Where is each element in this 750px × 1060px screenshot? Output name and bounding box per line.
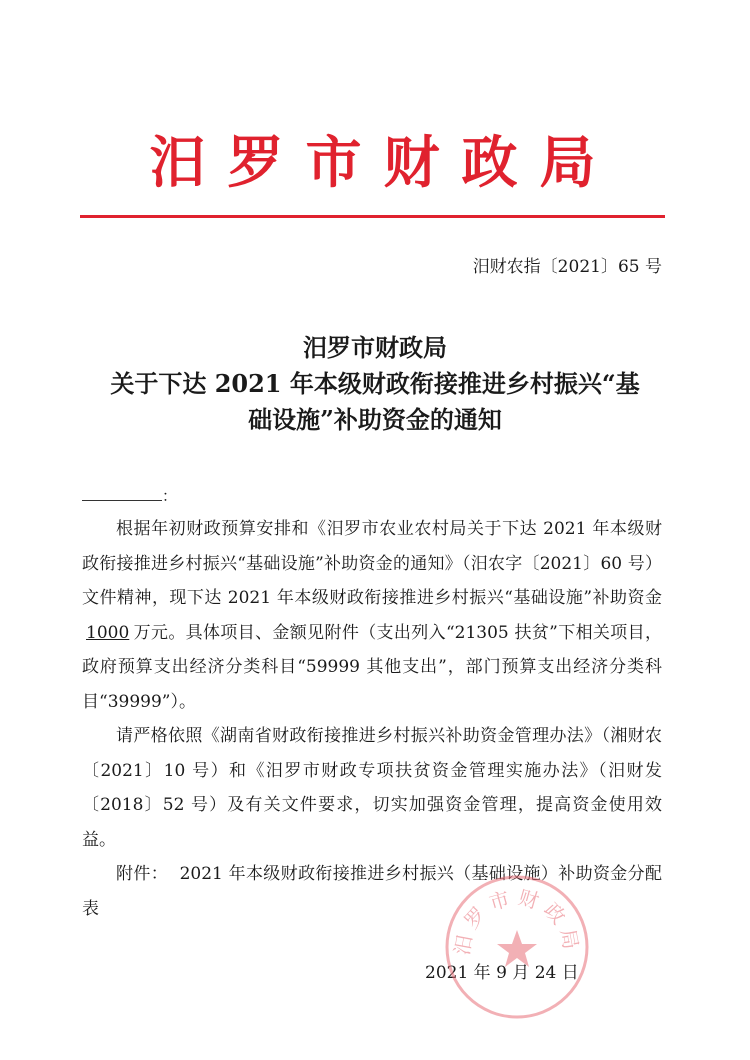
title-line-3: 础设施”补助资金的通知 xyxy=(248,405,502,434)
attachment-label: 附件： xyxy=(116,864,169,884)
document-title xyxy=(95,330,655,438)
red-divider xyxy=(80,215,665,218)
document-body xyxy=(82,512,662,926)
issue-date: 2021 年 9 月 24 日 xyxy=(425,963,579,983)
funding-amount: 1000 xyxy=(86,622,130,643)
paragraph-1-text-b: 万元。具体项目、金额见附件（支出列入“21305 扶贫”下相关项目，政府预算支出经济分类科目“59999 其他支出”，部门预算支出经济分类科目“39999”）。 xyxy=(82,622,662,712)
official-seal-icon xyxy=(442,872,592,1022)
attachment-text: 2021 年本级财政衔接推进乡村振兴（基础设施）补助资金分配表 xyxy=(82,864,663,919)
recipient-colon: ： xyxy=(162,487,178,505)
paragraph-2: 请严格依照《湖南省财政衔接推进乡村振兴补助资金管理办法》（湘财农〔2021〕10 号）和《汨罗市财政专项扶贫资金管理实施办法》（汨财发〔2018〕52 号）及有关文件要求，切实加强资金管理，提高资金使用效益。 xyxy=(82,726,662,850)
paragraph-1 xyxy=(82,512,662,719)
document-number: 汨财农指〔2021〕65 号 xyxy=(472,257,662,277)
agency-header: 汨罗市财政局 xyxy=(149,131,618,196)
title-line-2: 关于下达 2021 年本级财政衔接推进乡村振兴“基 xyxy=(110,369,640,398)
recipient-line xyxy=(82,485,177,506)
paragraph-1-text-a: 根据年初财政预算安排和《汨罗市农业农村局关于下达 2021 年本级财政衔接推进乡村振兴“基础设施”补助资金的通知》（汨农字〔2021〕60 号）文件精神，现下达 2021 年本级财政衔接推进乡村振兴“基础设施”补助资金 xyxy=(82,519,662,608)
recipient-blank xyxy=(82,486,162,501)
title-line-1: 汨罗市财政局 xyxy=(303,333,447,362)
seal-text: 汨罗市财政局 xyxy=(449,884,585,958)
